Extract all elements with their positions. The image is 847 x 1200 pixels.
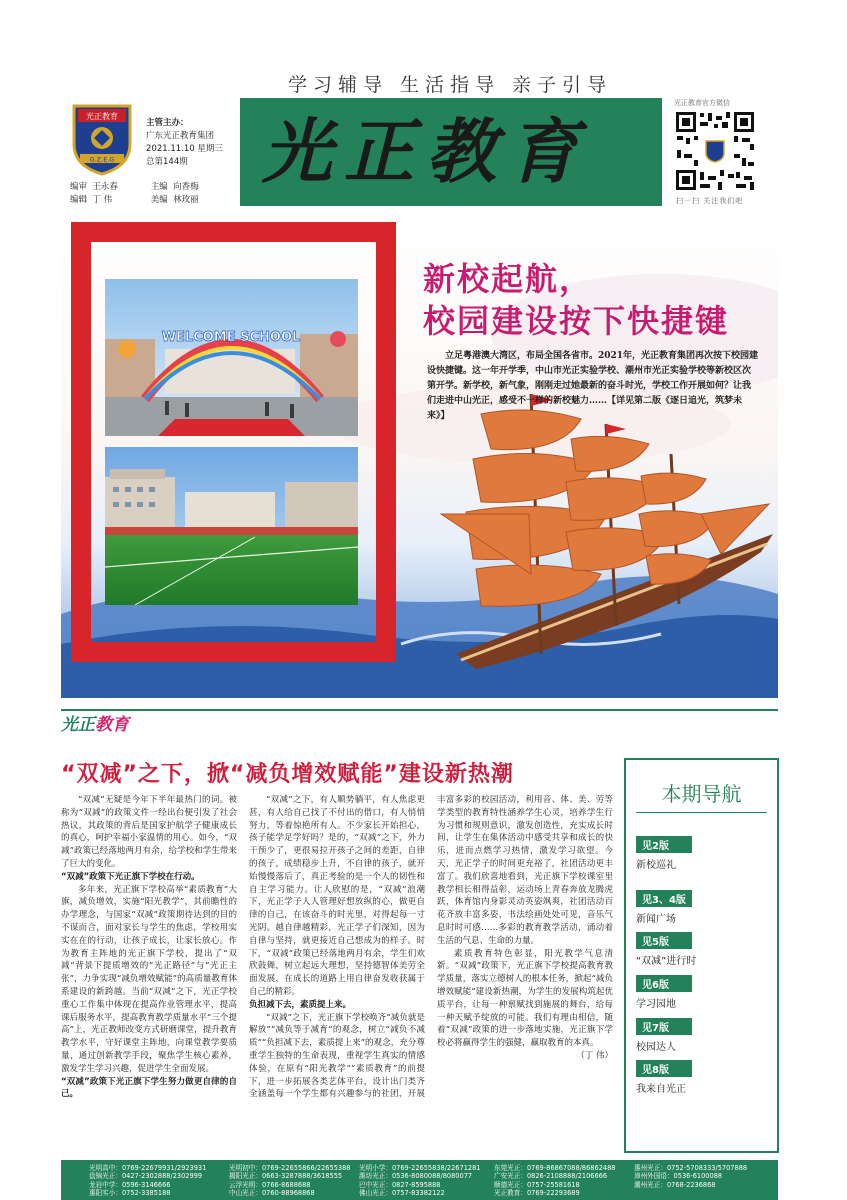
school-contact: 光明初中：0769-22655866/22655388	[229, 1164, 351, 1172]
editorial-staff	[70, 181, 199, 207]
nav-page-tag: 见2版	[636, 836, 692, 853]
qr-code[interactable]	[674, 110, 756, 192]
section-divider	[61, 709, 778, 711]
school-logo	[70, 100, 134, 176]
article-subheading: 负担减下去，素质提上来。	[249, 999, 352, 1010]
staff-role: 编辑	[70, 195, 88, 205]
nav-title-rule	[636, 812, 767, 813]
nav-page-tag: 见8版	[636, 1060, 692, 1077]
nav-item-label: 我来自光正	[636, 1084, 686, 1095]
nav-item-label: 校园达人	[636, 1042, 676, 1053]
nav-page-tag: 见3、4版	[636, 890, 692, 907]
qr-caption-bottom: 扫一扫 关注我们吧	[676, 197, 744, 205]
school-contact: 佛山光正：0757-83382122	[359, 1189, 445, 1198]
nav-item-label: 新校巡礼	[636, 860, 676, 871]
logo-subtext: G.Z.E.G	[89, 155, 115, 164]
school-contact: 云浮光明：0766-8688688	[229, 1180, 311, 1189]
nav-page-tag: 见7版	[636, 1018, 692, 1035]
section-logo	[61, 710, 129, 735]
logo-text: 光正教育	[86, 112, 118, 121]
school-contact: 揭阳光正：0663-3287888/3618555	[229, 1172, 343, 1181]
article-paragraph: “双减”无疑是今年下半年最热门的词。被称为“双减”的政策文件一经出台便引发了社会热议，其政策的背后是国家护航学子健康成长的真心，呵护幸福小家温情的用心。如今，“双减”政策已经落地两月有余，给学校和学生带来了巨大的变化。	[61, 795, 237, 869]
masthead-slogan: 学习辅导 生活指导 亲子引导	[287, 74, 613, 96]
nav-item-page-5[interactable]	[636, 930, 771, 967]
staff-role: 主编	[150, 182, 168, 192]
section-logo-pink: 教育	[95, 715, 129, 735]
school-contact: 潍坊光正：0536-8080088/8080077	[359, 1172, 473, 1181]
headline-line-2: 校园建设按下快捷键	[423, 302, 730, 340]
school-contact: 潮州光正：0768-2236868	[634, 1180, 716, 1189]
staff-name: 向香梅	[173, 182, 199, 192]
nav-item-label: 学习园地	[636, 999, 676, 1010]
contact-column	[229, 1164, 350, 1198]
section-logo-green: 光正	[61, 715, 95, 735]
photo-sports-field	[105, 447, 358, 605]
nav-item-page-7[interactable]	[636, 1016, 771, 1053]
school-contact: 漳州外国语：0536-6100088	[634, 1172, 723, 1181]
issue-navigation	[624, 758, 779, 1153]
contact-footer	[61, 1160, 778, 1200]
nav-item-page-2[interactable]	[636, 834, 771, 871]
contact-column	[359, 1164, 480, 1198]
school-contact: 东莞光正：0769-86867088/86862488	[494, 1164, 616, 1172]
article-paragraph: “双减”之下，光正旗下学校唤齐“减负就是解放”“减负等于减育”的观念，树立“减负不减质”“负担减下去，素质提上来”的观念，充分尊重学生独特的生命表现，重视学生真实的情感体验，在原有“阳光教学”“素质教育”的前提下，进一步拓展各类艺体平台，设计出门类齐全涵盖每一个学生都有兴趣参与的社团，开展丰富多彩的校园活动，利用音、体、美、劳等学类型的教育特性涵养学生心灵，培养学生行为习惯和规则意识，激发创造性，充实成长时间，让学生在集体活动中感受共享和成长的快乐，进而点燃学习热情，激发学习欲望。今天，光正学子的时间更充裕了，社团活动更丰富了。我们欣喜地看到，光正旗下学校课室里教学相长相得益彰，运动场上青春奔放龙腾虎跃，体育馆内身影灵动英姿飒爽，社团活动百花齐放丰富多姿，书法绘画处处可见，音乐气息时时可感……多彩的教育教学活动，涌动着生活的气息、生命的力量。	[249, 795, 613, 1100]
school-contact: 盘锦光正：0427-2302888/2302999	[89, 1172, 203, 1181]
publication-meta	[146, 117, 223, 169]
article-title: “双减”之下，掀“减负增效赋能”建设新热潮	[61, 762, 514, 787]
nav-item-label: 新闻广场	[636, 914, 676, 925]
sponsor-name: 广东光正教育集团	[146, 131, 215, 141]
school-contact: 光明高中：0769-22679931/2923931	[89, 1164, 207, 1172]
staff-name: 林玫丽	[173, 195, 199, 205]
nav-page-tag: 见6版	[636, 975, 692, 992]
staff-role: 编审	[70, 182, 88, 192]
school-contact: 中山光正：0760-88968868	[229, 1189, 315, 1198]
hero-lede: 立足粤港澳大湾区，布局全国各省市。2021年，光正教育集团再次按下校园建设快捷键。这一年开学季，中山市光正实验学校、潮州市光正实验学校等新校区次第开学。新学校，新气象，刚刚走过她最新的奋斗时光，学校工作开展如何？让我们走进中山光正，感受不一样的新校魅力……【详见第二版《逐日追光，筑梦未来》】	[427, 351, 759, 421]
article-paragraph: 素质教育特色彰显，阳光教学气息清新。“双减”政策下，光正旗下学校提高教育教学质量，落实立德树人的根本任务，掀起“减负增效赋能”建设新热潮，为学生的发展构筑起优质平台，让每一种禀赋找到施展的舞台，给每一种天赋予绽放的可能。我们有理由相信，随着“双减”政策的进一步落地实施，光正旗下学校必将赢得学生的强健，赢取教育的本真。	[437, 948, 613, 1049]
hero-headline	[423, 258, 729, 342]
article-body	[61, 794, 613, 1152]
school-contact: 巴中光正：0827-8595888	[359, 1180, 441, 1189]
nav-page-tag: 见5版	[636, 932, 692, 949]
school-contact: 惠阳实小：0752-3385188	[89, 1189, 171, 1198]
sponsor-label: 主管主办：	[146, 118, 189, 128]
article-subheading: “双减”政策下光正旗下学校在行动。	[61, 871, 200, 882]
staff-name: 丁 伟	[92, 195, 113, 205]
issue-date: 2021.11.10 星期三	[146, 144, 223, 154]
school-contact: 龙岩中学：0596-3146666	[89, 1180, 171, 1189]
nav-title: 本期导航	[661, 782, 742, 806]
school-contact: 光明小学：0769-22655838/22671281	[359, 1164, 481, 1172]
gate-sign: WELCOME SCHOOL	[161, 330, 301, 345]
school-contact: 惠州光正：0752-5708333/5707888	[634, 1164, 748, 1172]
contact-column	[494, 1164, 615, 1198]
contact-column	[634, 1164, 747, 1189]
nav-item-page-3-4[interactable]	[636, 888, 771, 925]
masthead	[240, 98, 662, 206]
issue-number: 总第144期	[146, 157, 188, 167]
nav-item-label: “双减”进行时	[636, 956, 697, 967]
staff-name: 王永春	[92, 182, 118, 192]
school-contact: 顺德光正：0757-25581618	[494, 1180, 580, 1189]
contact-column	[89, 1164, 206, 1198]
headline-line-1: 新校起航，	[423, 260, 594, 298]
school-contact: 光正教育：0769-22293689	[494, 1189, 580, 1198]
staff-role: 美编	[150, 195, 168, 205]
photo-school-gate	[105, 279, 358, 436]
masthead-green-block	[614, 98, 662, 206]
qr-caption-top: 光正教育官方微信	[674, 99, 730, 107]
masthead-title: 光正教育	[262, 110, 590, 193]
article-byline: （丁 伟）	[576, 1050, 613, 1061]
school-contact: 广安光正：0826-2108888/2106666	[494, 1172, 608, 1181]
article-paragraph: “双减”之下，有人顺势躺平，有人焦虑更甚，有人给自己找了不付出的借口，有人悄悄努力，等着惊艳所有人。不少家长开始担心，孩子能学足学好吗？是的，“双减”之下，外力干预少了，更很易拉开孩子之间的差距，自律的孩子，成绩稳步上升，不自律的孩子，就开始慢慢落后了，真正考验的是一个人的韧性和自主学习能力。让人欣慰的是，“双减”浪潮下，光正学子人人管理好想放纵的心，做更自律的自己，在该奋斗的时光里，对得起每一寸光阴。越自律越精彩，光正学子们深知，因为自律与坚持，就更接近自己想成为的样子。时下，“双减”政策已经落地两月有余，学生们欢欣鼓舞，树立起远大理想，坚持德智体美劳全面发展，在成长的道路上用自律奋发收获属于自己的精彩。	[249, 795, 425, 997]
nav-item-page-8[interactable]	[636, 1058, 771, 1095]
article-subheading: “双减”政策下光正旗下学生努力做更自律的自己。	[61, 1076, 237, 1100]
hero-banner	[61, 214, 778, 698]
article-paragraph: 多年来，光正旗下学校高举“素质教育”大旗，减负增效，实施“阳光教学”，其前瞻性的办学理念，与国家“双减”政策期待达到的目的不谋而合，面对家长与学生的焦虑，学校用实实在在的行动，让孩子成长，让家长放心。作为教育主阵地的光正旗下学校，提出了“双减”背景下提质增效的“光正路径”与“光正主张”，力争实现“减负增效赋能”的高质量教育体系建设的新跨越。当前“双减”之下，光正学校重心工作集中体现在提高作业管理水平，提高课后服务水平，提高教育教学质量水平“三个提高”上，光正教师改变方式研磨课堂，提升教育教学水平，守好课堂主阵地，向课堂教学要质量，通过创新教学手段，聚焦学生核心素养，激发学生学习兴趣，促进学生全面发展。	[61, 884, 237, 1074]
nav-item-page-6[interactable]	[636, 973, 771, 1010]
